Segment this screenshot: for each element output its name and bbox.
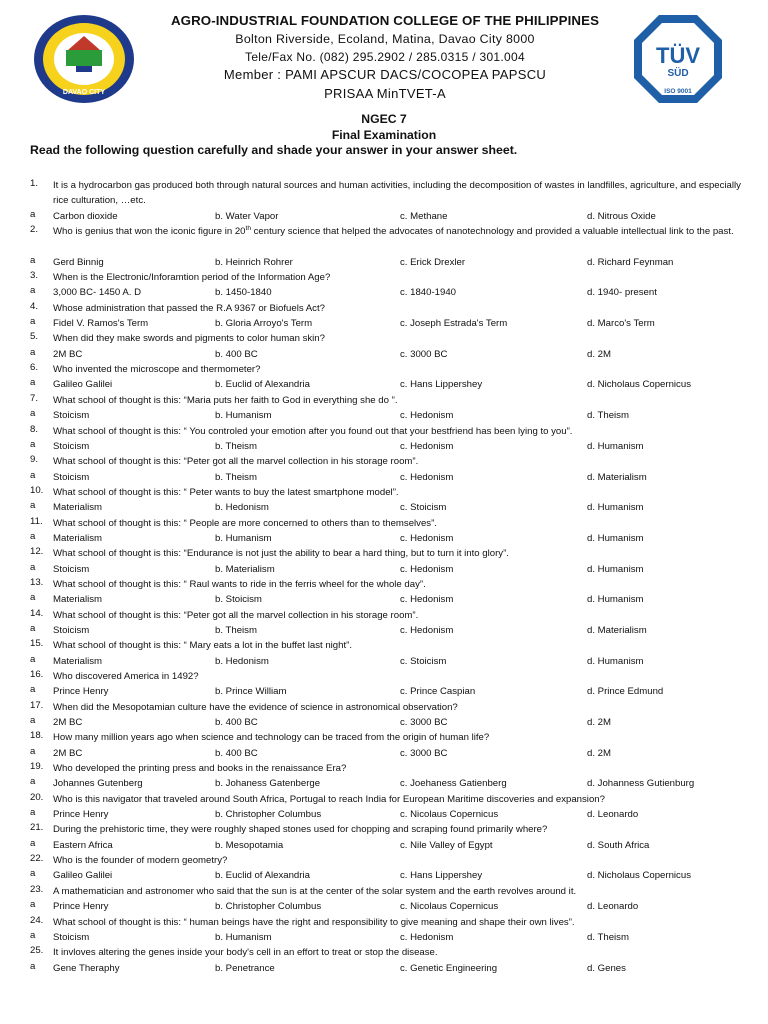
choice-b: b. Theism <box>215 624 257 636</box>
question-item <box>0 884 768 915</box>
question-number: 21. <box>30 822 44 834</box>
course-code: NGEC 7 <box>361 112 407 126</box>
question-number: 12. <box>30 546 44 558</box>
college-address: Bolton Riverside, Ecoland, Matina, Davao City 8000 <box>235 32 535 46</box>
question-text: What school of thought is this: “Peter got all the marvel collection in his storage room”. <box>53 456 419 468</box>
choice-row <box>0 899 768 914</box>
question-row <box>0 822 768 837</box>
choice-c: c. Erick Drexler <box>400 256 466 268</box>
question-item <box>0 224 768 270</box>
choice-a: Prince Henry <box>53 809 109 821</box>
choice-letter: a <box>30 715 36 727</box>
question-text: When did they make swords and pigments to color human skin? <box>53 333 325 345</box>
choice-letter: a <box>30 254 36 266</box>
question-number: 16. <box>30 669 44 680</box>
choice-c: c. 3000 BC <box>400 747 448 759</box>
choice-a: Prince Henry <box>53 686 109 698</box>
choice-c: c. Hedonism <box>400 532 454 544</box>
choice-c: c. Joseph Estrada's Term <box>400 318 508 330</box>
question-item <box>0 700 768 731</box>
question-text: What school of thought is this: “ People are more concerned to others than to themselves”. <box>53 517 437 529</box>
question-text: What school of thought is this: “Maria puts her faith to God in everything she do ”. <box>53 394 398 406</box>
choice-row <box>0 255 768 270</box>
choice-letter: a <box>30 561 36 573</box>
choice-c: c. Joehaness Gatienberg <box>400 778 507 790</box>
question-number: 23. <box>30 883 44 895</box>
question-item <box>0 424 768 455</box>
choice-a: Prince Henry <box>53 901 109 913</box>
choice-a: 2M BC <box>53 717 83 729</box>
choice-row <box>0 838 768 853</box>
choice-a: Gene Theraphy <box>53 962 120 974</box>
question-number: 6. <box>30 362 39 374</box>
college-membership-2: PRISAA MinTVET-A <box>324 86 446 101</box>
choice-letter: a <box>30 960 36 972</box>
choice-letter: a <box>30 745 36 757</box>
choice-a: Materialism <box>53 532 103 544</box>
choice-c: c. Hans Lippershey <box>400 870 483 882</box>
choice-c: c. Hedonism <box>400 410 454 422</box>
question-item <box>0 608 768 639</box>
choice-b: b. Hedonism <box>215 502 269 514</box>
choice-d: d. Leonardo <box>587 901 639 913</box>
choice-row <box>0 347 768 362</box>
choice-d: d. Humanism <box>587 594 644 606</box>
question-item <box>0 178 768 224</box>
choice-b: b. Water Vapor <box>215 210 279 222</box>
choice-row <box>0 930 768 945</box>
choice-letter: a <box>30 285 36 297</box>
question-number: 7. <box>30 392 39 404</box>
choice-letter: a <box>30 500 36 512</box>
choice-c: c. Hans Lippershey <box>400 379 483 391</box>
choice-row <box>0 285 768 300</box>
exam-instruction: Read the following question carefully and shade your answer in your answer sheet. <box>30 143 518 157</box>
choice-row <box>0 209 768 224</box>
question-row <box>0 945 768 960</box>
choice-c: c. 3000 BC <box>400 348 448 360</box>
choice-letter: a <box>30 592 36 604</box>
choice-a: Galileo Galilei <box>53 379 113 391</box>
choice-d: d. 2M <box>587 747 611 759</box>
choice-a: Stoicism <box>53 563 90 575</box>
question-number: 8. <box>30 423 39 435</box>
question-item <box>0 454 768 485</box>
question-number: 25. <box>30 945 44 957</box>
question-number: 9. <box>30 454 39 466</box>
choice-row <box>0 654 768 669</box>
choice-letter: a <box>30 408 36 420</box>
choice-b: b. Hedonism <box>215 655 269 667</box>
question-row <box>0 761 768 776</box>
question-number: 3. <box>30 270 39 282</box>
college-name: AGRO-INDUSTRIAL FOUNDATION COLLEGE OF THE PHILIPPINES <box>170 13 600 28</box>
choice-b: b. Heinrich Rohrer <box>215 256 293 268</box>
question-text: What school of thought is this: “ Raul wants to ride in the ferris wheel for the whole day”. <box>53 578 426 590</box>
question-text: What school of thought is this: “ Peter wants to buy the latest smartphone model”. <box>53 486 399 498</box>
question-text: Who developed the printing press and books in the renaissance Era? <box>53 763 347 775</box>
choice-a: Materialism <box>53 655 103 667</box>
choice-a: 2M BC <box>53 348 83 360</box>
question-number: 19. <box>30 761 44 773</box>
choice-b: b. 400 BC <box>215 348 258 360</box>
choice-a: Stoicism <box>53 440 90 452</box>
choice-letter: a <box>30 530 36 542</box>
question-text: What school of thought is this: “ human beings have the right and responsibility to give meaning and shape their own lives”. <box>53 916 575 928</box>
choice-d: d. Humanism <box>587 502 644 514</box>
question-text: How many million years ago when science and technology can be traced from the origin of human life? <box>53 732 490 744</box>
choice-a: 2M BC <box>53 747 83 759</box>
question-row <box>0 853 768 868</box>
question-number: 13. <box>30 576 44 588</box>
choice-row <box>0 715 768 730</box>
question-row <box>0 516 768 531</box>
choice-a: Fidel V. Ramos's Term <box>53 318 149 330</box>
question-row <box>0 915 768 930</box>
choice-d: d. Marco's Term <box>587 318 655 330</box>
choice-c: c. Stoicism <box>400 502 447 514</box>
choice-d: d. Materialism <box>587 471 647 483</box>
choice-a: Eastern Africa <box>53 839 113 851</box>
choice-letter: a <box>30 377 36 389</box>
question-text <box>53 224 753 239</box>
choice-c: c. 1840-1940 <box>400 287 457 299</box>
tuv-sud-logo <box>632 13 724 105</box>
choice-c: c. Nile Valley of Egypt <box>400 839 493 851</box>
question-text: When is the Electronic/Inforamtion period of the Information Age? <box>53 272 331 284</box>
exam-title: Final Examination <box>331 128 437 142</box>
document-header <box>0 0 768 110</box>
choice-c: c. 3000 BC <box>400 717 448 729</box>
question-number: 17. <box>30 699 44 711</box>
choice-a: Johannes Gutenberg <box>53 778 143 790</box>
choice-b: b. Humanism <box>215 532 272 544</box>
choice-b: b. Euclid of Alexandria <box>215 870 310 882</box>
question-item <box>0 393 768 424</box>
question-row <box>0 270 768 285</box>
choice-d: d. 2M <box>587 717 611 729</box>
choice-letter: a <box>30 438 36 450</box>
choice-d: d. Humanism <box>587 440 644 452</box>
choice-letter: a <box>30 684 36 696</box>
choice-row <box>0 592 768 607</box>
college-telefax: Tele/Fax No. (082) 295.2902 / 285.0315 / 301.004 <box>245 50 525 64</box>
choice-d: d. Humanism <box>587 655 644 667</box>
choice-row <box>0 684 768 699</box>
question-row <box>0 884 768 899</box>
question-text: When did the Mesopotamian culture have the evidence of science in astronomical observation? <box>53 701 458 713</box>
choice-b: b. Mesopotamia <box>215 839 284 851</box>
svg-text:TÜV: TÜV <box>656 43 700 68</box>
question-item <box>0 945 768 976</box>
choice-row <box>0 746 768 761</box>
choice-letter: a <box>30 807 36 819</box>
question-row <box>0 301 768 316</box>
choice-c: c. Hedonism <box>400 594 454 606</box>
question-number: 18. <box>30 730 44 742</box>
choice-c: c. Hedonism <box>400 471 454 483</box>
choice-c: c. Hedonism <box>400 563 454 575</box>
choice-row <box>0 623 768 638</box>
question-number: 20. <box>30 791 44 803</box>
question-text: Who is this navigator that traveled around South Africa, Portugal to reach India for European Maritime discoveries and expansion? <box>53 793 605 805</box>
question-row <box>0 608 768 623</box>
question-row <box>0 577 768 592</box>
choice-row <box>0 562 768 577</box>
choice-a: Stoicism <box>53 471 90 483</box>
question-text: A mathematician and astronomer who said that the sun is at the center of the solar system and the earth revolves around it. <box>53 885 577 897</box>
choice-b: b. 1450-1840 <box>215 287 272 299</box>
svg-text:DAVAO CITY: DAVAO CITY <box>62 89 106 96</box>
question-text-part: Who is genius that won the iconic figure in 20 <box>53 226 246 238</box>
question-row <box>0 393 768 408</box>
choice-b: b. Euclid of Alexandria <box>215 379 310 391</box>
question-text: What school of thought is this: “ You controled your emotion after you found out that your bestfriend has been lying to you”. <box>53 425 573 437</box>
choice-letter: a <box>30 868 36 880</box>
choice-b: b. 400 BC <box>215 717 258 729</box>
question-item <box>0 516 768 547</box>
question-item <box>0 270 768 301</box>
choice-letter: a <box>30 346 36 358</box>
choice-a: Galileo Galilei <box>53 870 113 882</box>
question-item <box>0 485 768 516</box>
choice-a: Stoicism <box>53 931 90 943</box>
choice-a: Gerd Binnig <box>53 256 104 268</box>
choice-d: d. Theism <box>587 931 629 943</box>
question-row <box>0 638 768 653</box>
question-list <box>0 178 768 976</box>
question-text: Who discovered America in 1492? <box>53 671 199 682</box>
choice-row <box>0 961 768 976</box>
choice-d: d. Prince Edmund <box>587 686 664 698</box>
question-text: Who is the founder of modern geometry? <box>53 855 228 867</box>
choice-b: b. Humanism <box>215 931 272 943</box>
svg-text:ISO 9001: ISO 9001 <box>664 88 692 95</box>
choice-c: c. Nicolaus Copernicus <box>400 809 499 821</box>
question-number: 14. <box>30 607 44 619</box>
choice-c: c. Genetic Engineering <box>400 962 498 974</box>
question-number: 11. <box>30 515 43 527</box>
question-row <box>0 178 768 209</box>
question-item <box>0 546 768 577</box>
choice-b: b. Humanism <box>215 410 272 422</box>
svg-text:SÜD: SÜD <box>667 68 689 79</box>
choice-d: d. Nicholaus Copernicus <box>587 870 691 882</box>
question-number: 15. <box>30 638 44 650</box>
choice-b: b. Materialism <box>215 563 275 575</box>
choice-d: d. 2M <box>587 348 611 360</box>
choice-a: Stoicism <box>53 624 90 636</box>
choice-d: d. 1940- present <box>587 287 657 299</box>
question-item <box>0 853 768 884</box>
question-row <box>0 669 768 684</box>
question-number: 2. <box>30 224 39 236</box>
question-number: 24. <box>30 914 44 926</box>
choice-a: 3,000 BC- 1450 A. D <box>53 287 141 299</box>
question-number: 4. <box>30 300 39 312</box>
choice-letter: a <box>30 622 36 634</box>
choice-d: d. South Africa <box>587 839 650 851</box>
choice-row <box>0 500 768 515</box>
college-seal-logo <box>32 14 136 104</box>
question-item <box>0 331 768 362</box>
question-row <box>0 792 768 807</box>
choice-letter: a <box>30 837 36 849</box>
choice-letter: a <box>30 899 36 911</box>
question-row <box>0 700 768 715</box>
question-number: 1. <box>30 178 39 189</box>
choice-d: d. Leonardo <box>587 809 639 821</box>
question-text: What school of thought is this: “ Mary eats a lot in the buffet last night”. <box>53 640 352 652</box>
question-row <box>0 224 768 255</box>
choice-c: c. Stoicism <box>400 655 447 667</box>
choice-b: b. Christopher Columbus <box>215 809 322 821</box>
question-row <box>0 454 768 469</box>
choice-b: b. Penetrance <box>215 962 275 974</box>
choice-row <box>0 439 768 454</box>
question-row <box>0 485 768 500</box>
question-item <box>0 577 768 608</box>
question-row <box>0 331 768 346</box>
choice-a: Materialism <box>53 502 103 514</box>
choice-c: c. Methane <box>400 210 448 222</box>
choice-row <box>0 316 768 331</box>
choice-d: d. Johanness Gutienburg <box>587 778 695 790</box>
choice-b: b. Stoicism <box>215 594 262 606</box>
choice-row <box>0 377 768 392</box>
question-row <box>0 546 768 561</box>
choice-row <box>0 868 768 883</box>
question-row <box>0 362 768 377</box>
choice-c: c. Hedonism <box>400 440 454 452</box>
question-item <box>0 301 768 332</box>
choice-d: d. Theism <box>587 410 629 422</box>
question-item <box>0 669 768 700</box>
choice-b: b. Theism <box>215 471 257 483</box>
college-membership: Member : PAMI APSCUR DACS/COCOPEA PAPSCU <box>223 67 547 82</box>
choice-d: d. Nicholaus Copernicus <box>587 379 691 391</box>
choice-letter: a <box>30 208 36 220</box>
choice-letter: a <box>30 316 36 328</box>
question-row <box>0 730 768 745</box>
choice-b: b. Theism <box>215 440 257 452</box>
question-item <box>0 730 768 761</box>
choice-d: d. Genes <box>587 962 626 974</box>
question-number: 5. <box>30 331 39 343</box>
choice-letter: a <box>30 653 36 665</box>
choice-b: b. 400 BC <box>215 747 258 759</box>
superscript: th <box>245 224 251 232</box>
choice-d: d. Materialism <box>587 624 647 636</box>
choice-b: b. Gloria Arroyo's Term <box>215 318 313 330</box>
choice-d: d. Nitrous Oxide <box>587 210 656 222</box>
question-number: 10. <box>30 484 44 496</box>
choice-row <box>0 807 768 822</box>
choice-c: c. Nicolaus Copernicus <box>400 901 499 913</box>
choice-letter: a <box>30 929 36 941</box>
question-item <box>0 792 768 823</box>
question-text: It invloves altering the genes inside your body's cell in an effort to treat or stop the disease. <box>53 947 438 959</box>
question-text: What school of thought is this: “Endurance is not just the ability to bear a hard thing, but to turn it into glory”. <box>53 548 509 560</box>
choice-row <box>0 776 768 791</box>
question-text: What school of thought is this: “Peter got all the marvel collection in his storage room”. <box>53 609 419 621</box>
choice-d: d. Richard Feynman <box>587 256 674 268</box>
question-item <box>0 822 768 853</box>
choice-a: Carbon dioxide <box>53 210 118 222</box>
exam-titles <box>0 111 768 143</box>
question-row <box>0 424 768 439</box>
choice-letter: a <box>30 469 36 481</box>
question-text: Whose administration that passed the R.A 9367 or Biofuels Act? <box>53 302 325 314</box>
choice-letter: a <box>30 776 36 788</box>
question-item <box>0 362 768 393</box>
choice-b: b. Prince William <box>215 686 287 698</box>
choice-a: Stoicism <box>53 410 90 422</box>
choice-c: c. Prince Caspian <box>400 686 476 698</box>
choice-c: c. Hedonism <box>400 624 454 636</box>
choice-d: d. Humanism <box>587 532 644 544</box>
question-item <box>0 638 768 669</box>
question-item <box>0 761 768 792</box>
question-text: It is a hydrocarbon gas produced both through natural sources and human activities, including the decomposition of wastes in landfilles, agriculture, and especially rice culturation, …etc. <box>53 180 741 207</box>
choice-c: c. Hedonism <box>400 931 454 943</box>
choice-b: b. Johaness Gatenberge <box>215 778 321 790</box>
choice-d: d. Humanism <box>587 563 644 575</box>
question-text-part: century science that helped the advocates of nanotechnology and provided a valuable intellectual link to the past. <box>250 226 734 238</box>
choice-row <box>0 531 768 546</box>
choice-row <box>0 408 768 423</box>
question-item <box>0 915 768 946</box>
choice-a: Materialism <box>53 594 103 606</box>
question-number: 22. <box>30 853 44 865</box>
question-text: Who invented the microscope and thermometer? <box>53 364 261 376</box>
question-text: During the prehistoric time, they were roughly shaped stones used for chopping and scraping found primarily where? <box>53 824 548 836</box>
choice-b: b. Christopher Columbus <box>215 901 322 913</box>
choice-row <box>0 470 768 485</box>
